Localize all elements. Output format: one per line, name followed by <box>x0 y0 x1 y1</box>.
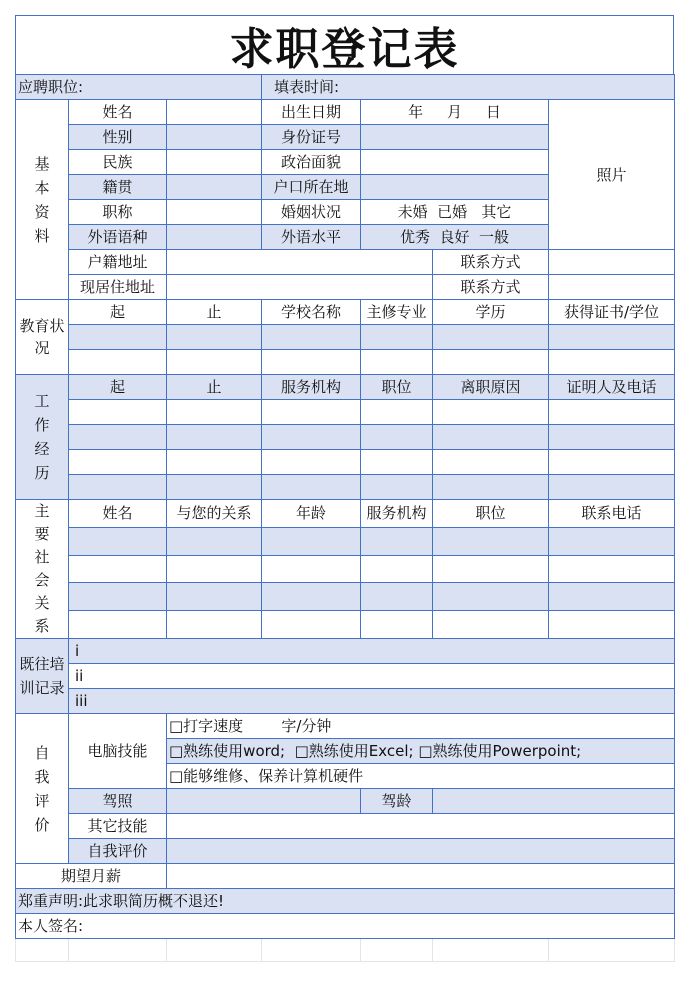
work-cell[interactable] <box>549 475 675 500</box>
self-eval-label: 自我评价 <box>69 839 167 864</box>
self-eval-field[interactable] <box>167 839 675 864</box>
computer-skills-label: 电脑技能 <box>69 714 167 789</box>
work-cell[interactable] <box>361 400 433 425</box>
empty-cell <box>433 939 549 962</box>
contact-label-1: 联系方式 <box>433 250 549 275</box>
work-row <box>16 425 675 450</box>
social-cell[interactable] <box>167 527 262 555</box>
driving-years-label: 驾龄 <box>361 789 433 814</box>
native-place-field[interactable] <box>167 175 262 200</box>
empty-cell <box>361 939 433 962</box>
hukou-addr-field[interactable] <box>167 250 433 275</box>
empty-cell <box>549 939 675 962</box>
social-cell[interactable] <box>262 583 361 611</box>
fill-date-label: 填表时间: <box>262 75 675 100</box>
contact-field-1[interactable] <box>549 250 675 275</box>
gender-field[interactable] <box>167 125 262 150</box>
work-cell[interactable] <box>549 450 675 475</box>
photo-box[interactable]: 照片 <box>549 100 675 250</box>
work-cell[interactable] <box>69 400 167 425</box>
work-col-reason: 离职原因 <box>433 375 549 400</box>
education-section-label: 教育状况 <box>16 300 69 375</box>
work-col-reference: 证明人及电话 <box>549 375 675 400</box>
work-cell[interactable] <box>433 475 549 500</box>
work-cell[interactable] <box>361 425 433 450</box>
social-cell[interactable] <box>69 611 167 639</box>
work-cell[interactable] <box>167 400 262 425</box>
edu-cell[interactable] <box>167 350 262 375</box>
edu-cell[interactable] <box>549 325 675 350</box>
social-row <box>16 555 675 583</box>
position-label: 应聘职位: <box>16 75 262 100</box>
work-cell[interactable] <box>69 450 167 475</box>
hukou-addr-label: 户籍地址 <box>69 250 167 275</box>
social-cell[interactable] <box>549 611 675 639</box>
social-col-org: 服务机构 <box>361 500 433 528</box>
work-cell[interactable] <box>262 450 361 475</box>
social-cell[interactable] <box>361 527 433 555</box>
edu-cell[interactable] <box>262 350 361 375</box>
edu-cell[interactable] <box>262 325 361 350</box>
birth-label: 出生日期 <box>262 100 361 125</box>
work-col-start: 起 <box>69 375 167 400</box>
other-skills-field[interactable] <box>167 814 675 839</box>
edu-col-degree: 学历 <box>433 300 549 325</box>
form-title: 求职登记表 <box>15 15 674 74</box>
political-label: 政治面貌 <box>262 150 361 175</box>
work-cell[interactable] <box>69 475 167 500</box>
native-place-label: 籍贯 <box>69 175 167 200</box>
social-col-relation: 与您的关系 <box>167 500 262 528</box>
work-cell[interactable] <box>262 425 361 450</box>
edu-cell[interactable] <box>69 325 167 350</box>
hukou-label: 户口所在地 <box>262 175 361 200</box>
basic-section-label: 基本资料 <box>16 100 69 300</box>
gender-label: 性别 <box>69 125 167 150</box>
license-label: 驾照 <box>69 789 167 814</box>
social-cell[interactable] <box>433 583 549 611</box>
social-cell[interactable] <box>167 555 262 583</box>
work-cell[interactable] <box>549 400 675 425</box>
name-field[interactable] <box>167 100 262 125</box>
birth-field[interactable]: 年 月 日 <box>361 100 549 125</box>
social-cell[interactable] <box>69 583 167 611</box>
edu-cell[interactable] <box>433 350 549 375</box>
edu-cell[interactable] <box>361 325 433 350</box>
social-cell[interactable] <box>433 555 549 583</box>
social-row <box>16 527 675 555</box>
edu-cell[interactable] <box>549 350 675 375</box>
empty-cell <box>16 939 69 962</box>
self-section-label: 自我评价 <box>16 714 69 864</box>
social-cell[interactable] <box>433 527 549 555</box>
social-cell[interactable] <box>262 611 361 639</box>
work-cell[interactable] <box>433 450 549 475</box>
current-addr-label: 现居住地址 <box>69 275 167 300</box>
social-cell[interactable] <box>167 583 262 611</box>
work-cell[interactable] <box>167 450 262 475</box>
id-label: 身份证号 <box>262 125 361 150</box>
social-row <box>16 611 675 639</box>
language-field[interactable] <box>167 225 262 250</box>
ethnicity-label: 民族 <box>69 150 167 175</box>
political-field[interactable] <box>361 150 549 175</box>
typing-speed-option[interactable]: □打字速度 字/分钟 <box>167 714 675 739</box>
marital-options[interactable]: 未婚 已婚 其它 <box>361 200 549 225</box>
training-row-3[interactable]: iii <box>69 689 675 714</box>
social-col-name: 姓名 <box>69 500 167 528</box>
ethnicity-field[interactable] <box>167 150 262 175</box>
social-cell[interactable] <box>262 527 361 555</box>
edu-cell[interactable] <box>361 350 433 375</box>
work-cell[interactable] <box>167 425 262 450</box>
form-table <box>15 74 675 962</box>
lang-level-label: 外语水平 <box>262 225 361 250</box>
social-col-age: 年龄 <box>262 500 361 528</box>
social-cell[interactable] <box>361 611 433 639</box>
social-cell[interactable] <box>433 611 549 639</box>
work-col-position: 职位 <box>361 375 433 400</box>
empty-cell <box>262 939 361 962</box>
work-cell[interactable] <box>361 450 433 475</box>
social-section-label: 主要社会关系 <box>16 500 69 639</box>
social-cell[interactable] <box>361 583 433 611</box>
work-cell[interactable] <box>549 425 675 450</box>
empty-grid-row <box>16 939 675 962</box>
social-cell[interactable] <box>69 555 167 583</box>
work-cell[interactable] <box>69 425 167 450</box>
social-col-position: 职位 <box>433 500 549 528</box>
training-row-1[interactable]: i <box>69 639 675 664</box>
license-field[interactable] <box>167 789 361 814</box>
edu-col-cert: 获得证书/学位 <box>549 300 675 325</box>
title-label: 职称 <box>69 200 167 225</box>
lang-level-options[interactable]: 优秀 良好 一般 <box>361 225 549 250</box>
social-cell[interactable] <box>549 583 675 611</box>
work-row <box>16 475 675 500</box>
other-skills-label: 其它技能 <box>69 814 167 839</box>
work-cell[interactable] <box>433 400 549 425</box>
salary-label: 期望月薪 <box>16 864 167 889</box>
training-section-label: 既往培训记录 <box>16 639 69 714</box>
office-skills-option[interactable]: □熟练使用word; □熟练使用Excel; □熟练使用Powerpoint; <box>167 739 675 764</box>
edu-col-start: 起 <box>69 300 167 325</box>
driving-years-field[interactable] <box>433 789 675 814</box>
social-cell[interactable] <box>69 527 167 555</box>
work-col-org: 服务机构 <box>262 375 361 400</box>
hukou-field[interactable] <box>361 175 549 200</box>
hardware-skill-option[interactable]: □能够维修、保养计算机硬件 <box>167 764 675 789</box>
statement: 郑重声明:此求职简历概不退还! <box>16 889 675 914</box>
edu-cell[interactable] <box>69 350 167 375</box>
edu-cell[interactable] <box>167 325 262 350</box>
empty-cell <box>167 939 262 962</box>
application-form <box>15 15 674 962</box>
work-cell[interactable] <box>433 425 549 450</box>
work-cell[interactable] <box>262 400 361 425</box>
id-field[interactable] <box>361 125 549 150</box>
language-label: 外语语种 <box>69 225 167 250</box>
name-label: 姓名 <box>69 100 167 125</box>
social-cell[interactable] <box>167 611 262 639</box>
education-row <box>16 350 675 375</box>
work-cell[interactable] <box>167 475 262 500</box>
social-cell[interactable] <box>549 555 675 583</box>
marital-label: 婚姻状况 <box>262 200 361 225</box>
current-addr-field[interactable] <box>167 275 433 300</box>
edu-col-school: 学校名称 <box>262 300 361 325</box>
work-section-label: 工作经历 <box>16 375 69 500</box>
contact-label-2: 联系方式 <box>433 275 549 300</box>
social-row <box>16 583 675 611</box>
edu-col-major: 主修专业 <box>361 300 433 325</box>
empty-cell <box>69 939 167 962</box>
education-row <box>16 325 675 350</box>
signature-label[interactable]: 本人签名: <box>16 914 675 939</box>
work-col-end: 止 <box>167 375 262 400</box>
edu-col-end: 止 <box>167 300 262 325</box>
social-col-phone: 联系电话 <box>549 500 675 528</box>
social-cell[interactable] <box>549 527 675 555</box>
contact-field-2[interactable] <box>549 275 675 300</box>
work-row <box>16 450 675 475</box>
edu-cell[interactable] <box>433 325 549 350</box>
training-row-2[interactable]: ii <box>69 664 675 689</box>
salary-field[interactable] <box>167 864 675 889</box>
work-cell[interactable] <box>262 475 361 500</box>
social-cell[interactable] <box>262 555 361 583</box>
social-cell[interactable] <box>361 555 433 583</box>
title-field[interactable] <box>167 200 262 225</box>
work-cell[interactable] <box>361 475 433 500</box>
work-row <box>16 400 675 425</box>
